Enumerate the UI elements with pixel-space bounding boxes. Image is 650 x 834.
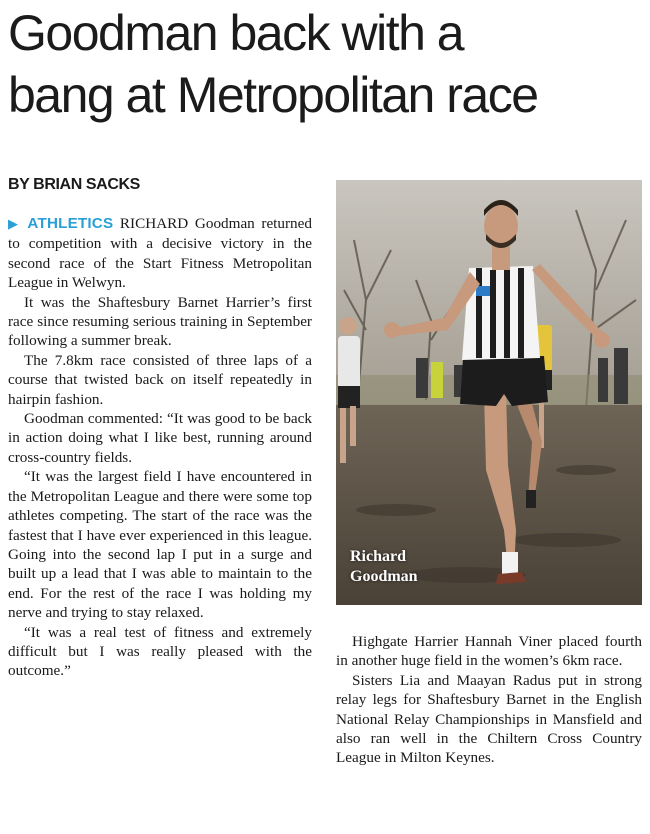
article-column-right [336, 632, 642, 768]
headline-line-1: Goodman back with a [8, 5, 464, 61]
article-photo [336, 180, 642, 605]
paragraph-7: Highgate Harrier Hannah Viner placed fourth in another huge field in the women’s 6km race. [336, 633, 642, 670]
article-column-left [8, 214, 312, 681]
runner-photo-illustration [336, 180, 642, 605]
paragraph-5: “It was the largest field I have encountered in the Metropolitan League and there were some top athletes competing. The start of the race was the fastest that I have ever experienced in this league. Going into the second lap I put in a surge and built up a lead that I was able to maintain to the end. For the rest of the race I was holding my nerve and trying to stay relaxed. [8, 468, 312, 622]
headline [8, 2, 648, 126]
photo-caption-line-1: Richard [350, 548, 406, 565]
paragraph-6: “It was a real test of fitness and extremely difficult but I was really pleased with the outcome.” [8, 623, 312, 680]
section-marker-icon: ▶ [8, 217, 21, 232]
headline-line-2: bang at Metropolitan race [8, 67, 538, 123]
section-tag: ATHLETICS [27, 215, 114, 232]
paragraph-3: The 7.8km race consisted of three laps of a course that twisted back on itself repeatedly in hairpin fashion. [8, 351, 312, 408]
paragraph-1 [8, 214, 312, 293]
paragraph-2: It was the Shaftesbury Barnet Harrier’s first race since resuming serious training in September following a summer break. [8, 293, 312, 350]
photo-caption [350, 547, 418, 587]
byline: BY BRIAN SACKS [8, 176, 140, 193]
photo-caption-line-2: Goodman [350, 568, 418, 585]
paragraph-8: Sisters Lia and Maayan Radus put in strong relay legs for Shaftesbury Barnet in the English National Relay Championships in Mansfield and also ran well in the Chiltern Cross Country League in Milton Keynes. [336, 671, 642, 767]
paragraph-1-text: RICHARD Goodman returned to competition with a decisive victory in the second race of the Start Fitness Metropolitan League in Welwyn. [8, 215, 312, 292]
paragraph-4: Goodman commented: “It was good to be back in action doing what I like best, running around cross-country fields. [8, 410, 312, 466]
